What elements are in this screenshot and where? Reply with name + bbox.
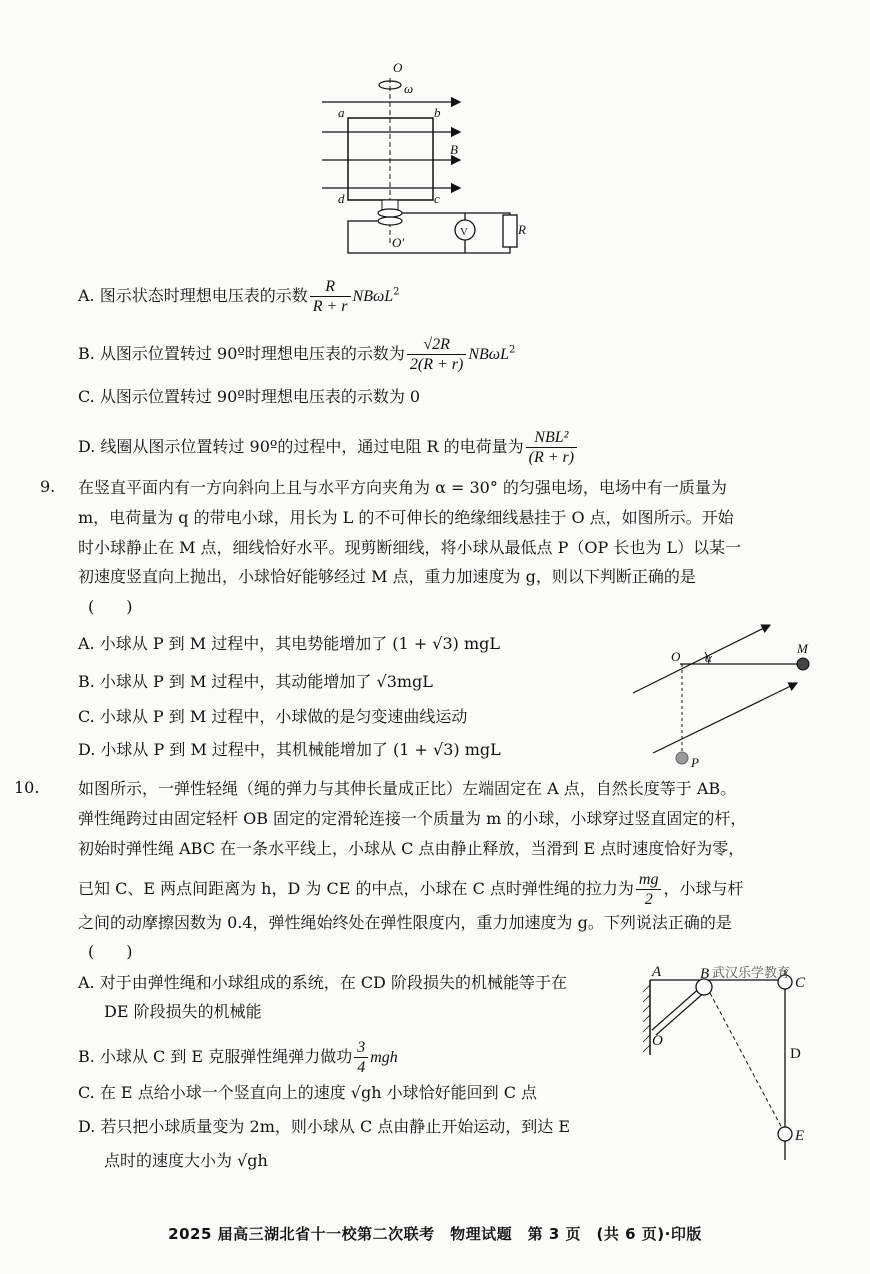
resistor-label: R [518, 222, 526, 237]
point-b-label: B [700, 966, 710, 982]
electric-field-figure [625, 615, 815, 775]
point-a-label: A [652, 964, 662, 980]
point-o-label: O [671, 649, 681, 664]
q10-option-c: C. 在 E 点给小球一个竖直向上的速度 √gh 小球恰好能回到 C 点 [78, 1083, 538, 1102]
point-d-label: D [790, 1046, 801, 1062]
q10-option-b: B. 小球从 C 到 E 克服弹性绳弹力做功 $\frac{3}{4}$ mgh [78, 1039, 398, 1076]
q10-option-a-line2: DE 阶段损失的机械能 [104, 1002, 262, 1021]
q10-option-d-line2: 点时的速度大小为 √gh [104, 1151, 268, 1170]
q9-stem-line4: 初速度竖直向上抛出，小球恰好能够经过 M 点，重力加速度为 g，则以下判断正确的是 [78, 567, 696, 586]
q8-option-b: B. 从图示位置转过 90º时理想电压表的示数为 $\frac{√2R}{2(R + r)}$ NBωL$^2$ [78, 336, 516, 373]
q10-answer-blank: ( ) [88, 942, 133, 961]
q10-stem-line2: 弹性绳跨过由固定轻杆 OB 固定的定滑轮连接一个质量为 m 的小球，小球穿过竖直固定的杆， [78, 809, 747, 828]
point-e-label: E [795, 1128, 805, 1144]
omega-label: ω [404, 81, 414, 96]
corner-b-label: b [434, 105, 441, 120]
axis-o-label: O [393, 60, 403, 75]
point-o-label: O [652, 1033, 663, 1049]
corner-a-label: a [338, 105, 345, 120]
q9-stem-line1: 在竖直平面内有一方向斜向上且与水平方向夹角为 α = 30° 的匀强电场，电场中有一质量为 [78, 478, 727, 497]
angle-alpha-label: α [705, 650, 712, 665]
q9-stem-line2: m，电荷量为 q 的带电小球，用长为 L 的不可伸长的绝缘细线悬挂于 O 点，如图所示。开始 [78, 508, 734, 527]
q9-answer-blank: ( ) [88, 597, 133, 616]
q9-option-d: D. 小球从 P 到 M 过程中，其机械能增加了 (1 + √3) mgL [78, 740, 501, 759]
q10-stem-line1: 如图所示，一弹性轻绳（绳的弹力与其伸长量成正比）左端固定在 A 点，自然长度等于 AB。 [78, 779, 737, 798]
q9-option-b: B. 小球从 P 到 M 过程中，其动能增加了 √3mgL [78, 672, 433, 691]
q10-stem-line4: 已知 C、E 两点间距离为 h，D 为 CE 的中点，小球在 C 点时弹性绳的拉力为 $\frac{mg}{2}$ ，小球与杆 [78, 871, 744, 908]
q9-number: 9. [40, 477, 56, 496]
axis-o2-label: O′ [392, 235, 405, 250]
q10-option-a-line1: A. 对于由弹性绳和小球组成的系统，在 CD 阶段损失的机械能等于在 [78, 973, 567, 992]
point-p-label: P [691, 755, 699, 770]
watermark-text: 武汉乐学教育 [712, 965, 791, 980]
q9-stem-line3: 时小球静止在 M 点，细线恰好水平。现剪断细线，将小球从最低点 P（OP 长也为 L）以某一 [78, 538, 742, 557]
q8-option-c: C. 从图示位置转过 90º时理想电压表的示数为 0 [78, 387, 421, 406]
q8-option-a: A. 图示状态时理想电压表的示数 $\frac{R}{R + r}$ NBωL$^2$ [78, 278, 400, 315]
q10-number: 10. [14, 778, 40, 797]
corner-c-label: c [434, 191, 440, 206]
voltmeter-label: V [460, 226, 468, 238]
point-c-label: C [795, 975, 806, 991]
q10-option-d-line1: D. 若只把小球质量变为 2m，则小球从 C 点由静止开始运动，到达 E [78, 1117, 571, 1136]
q10-stem-line3: 初始时弹性绳 ABC 在一条水平线上，小球从 C 点由静止释放，当滑到 E 点时速度恰好为零， [78, 839, 745, 858]
generator-figure [300, 60, 540, 260]
field-b-label: B [450, 142, 458, 157]
page-footer: 2025 届高三湖北省十一校第二次联考 物理试题 第 3 页 (共 6 页)·印版 [168, 1225, 702, 1243]
point-m-label: M [797, 641, 808, 656]
q8-option-d: D. 线圈从图示位置转过 90º的过程中，通过电阻 R 的电荷量为 $\frac{\text{NBL²}}{(R + r)}$ [78, 428, 579, 467]
q9-option-c: C. 小球从 P 到 M 过程中，小球做的是匀变速曲线运动 [78, 707, 468, 726]
corner-d-label: d [338, 191, 345, 206]
q10-stem-line5: 之间的动摩擦因数为 0.4，弹性绳始终处在弹性限度内，重力加速度为 g。下列说法正确的是 [78, 913, 732, 932]
q9-option-a: A. 小球从 P 到 M 过程中，其电势能增加了 (1 + √3) mgL [78, 634, 501, 653]
elastic-rope-figure [640, 960, 820, 1165]
